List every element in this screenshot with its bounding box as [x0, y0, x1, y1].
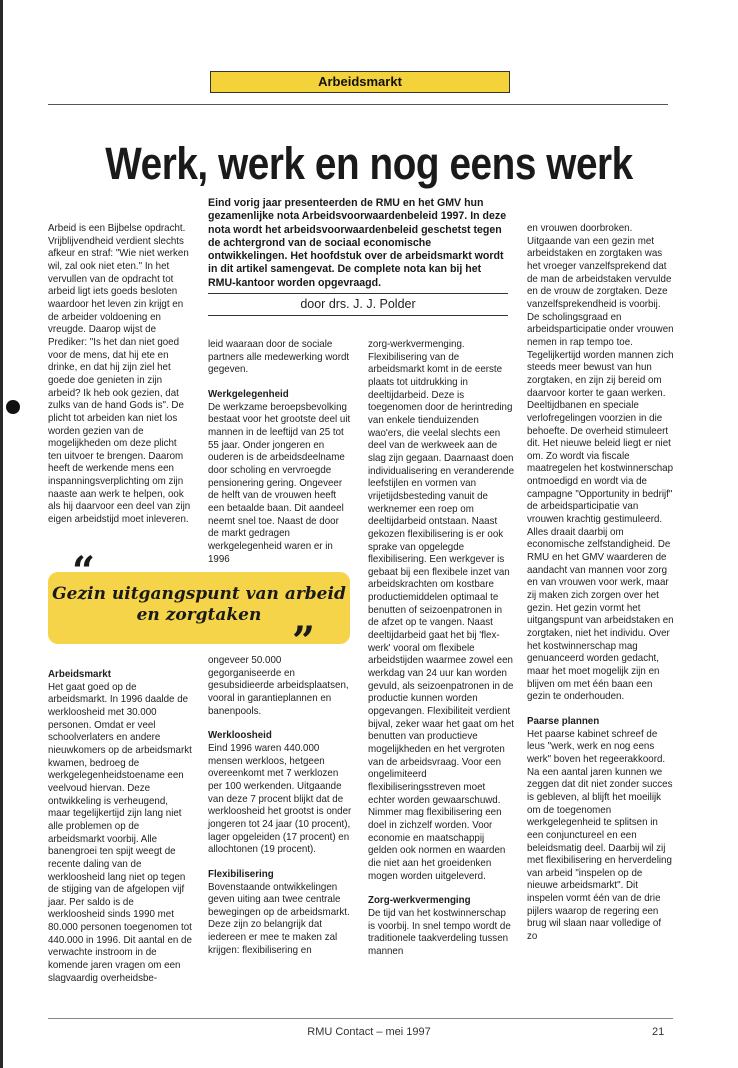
column-3	[368, 338, 515, 958]
page-edge	[0, 0, 3, 1068]
byline: door drs. J. J. Polder	[300, 297, 416, 311]
column-1-top	[48, 222, 192, 526]
paarse-plannen-text: Het paarse kabinet schreef de leus "werk, werk en nog eens werk" boven het regeerakkoord. Na een aantal jaren kunnen we zeggen dat dit niet zonder succes is gebleven, al blijft het moeilijk om de toegenomen werkgelegenheid te splitsen in een conjunctureel en een beleidsmatig deel. Daarbij wil zij met flexibilisering en herverdeling van arbeid "inspelen op de nieuwe arbeidsmarkt". Dit inspelen vormt één van de drie pijlers waarop de regering een brug wil slaan naar volledige of zo	[527, 727, 673, 943]
arbeidsmarkt-text: Het gaat goed op de arbeidsmarkt. In 1996 daalde de werkloosheid met 30.000 personen. Omdat er veel schoolverlaters en andere nieuwkomers op de arbeidsmarkt kwamen, bedroeg de werkgelegenheidstoename een veelvoud hiervan. Deze ontwikkeling is verheugend, maar tegelijkertijd zijn lang niet alle problemen op de arbeidsmarkt voorbij. Alle banengroei ten spijt weegt de recente daling van de werkloosheid lang niet op tegen de stijging van de afgelopen vijf jaar. Per saldo is de werkloosheid sinds 1990 met 80.000 personen toegenomen tot 440.000 in 1996. Dit aantal en de verwachte instroom in de komende jaren vragen om een slagvaardig overheidsbe-	[48, 680, 192, 984]
column-1-bottom	[48, 668, 192, 984]
column-4	[527, 222, 674, 943]
bullet-dot	[6, 400, 20, 414]
pull-quote-line-2: en zorgtaken	[136, 605, 262, 625]
byline-rule	[208, 315, 508, 316]
footer-publication: RMU Contact – mei 1997	[307, 1026, 431, 1038]
flexibilisering-text: Bovenstaande ontwikkelingen geven uiting aan twee centrale bewegingen op de arbeidsmarkt. Deze zijn zo belangrijk dat iedereen er mee te maken zal krijgen: flexibilisering en	[208, 880, 350, 956]
column-2-bottom	[208, 654, 352, 956]
close-quote-mark: ”	[292, 618, 316, 665]
page-number: 21	[652, 1026, 665, 1038]
subheading-arbeidsmarkt: Arbeidsmarkt	[48, 668, 111, 680]
subheading-flexibilisering: Flexibilisering	[208, 867, 274, 880]
subheading-paarse-plannen: Paarse plannen	[527, 714, 600, 727]
headline: Werk, werk en nog eens werk	[105, 138, 633, 189]
column-2-top	[208, 338, 352, 565]
zorg-werkvermenging-text: De tijd van het kostwinnerschap is voorbij. In snel tempo wordt de traditionele taakverdeling tussen mannen	[368, 906, 511, 957]
subheading-zorg-werkvermenging: Zorg-werkvermenging	[368, 894, 471, 907]
column-2-bottom-text: ongeveer 50.000 gegorganiseerde en gesubsidieerde arbeidsplaatsen, vooral in garantieplannen en banenpools.	[208, 654, 349, 717]
intro-rule	[208, 293, 508, 294]
werkloosheid-text: Eind 1996 waren 440.000 mensen werkloos, hetgeen overeenkomt met 7 werklozen per 100 werkenden. Uitgaande van deze 7 procent blijkt dat de werkloosheid het grootst is onder jongeren tot 24 jaar (10 procent), lager opgeleiden (17 procent) en allochtonen (19 procent).	[208, 741, 352, 856]
footer-rule	[48, 1018, 673, 1019]
werkgelegenheid-text: De werkzame beroepsbevolking bestaat voor het grootste deel uit mannen in de leeftijd van 25 tot 55 jaar. Onder jongeren en ouderen is de arbeidsdeelname door scholing en vervroegde pensionering gering. Ongeveer de helft van de vrouwen heeft een betaalde baan. Dit aandeel neemt snel toe. Naast de door de markt gedragen werkgelegenheid waren er in 1996	[208, 400, 351, 565]
column-3-text: zorg-werkvermenging. Flexibilisering van de arbeidsmarkt komt in de eerste plaats tot uitdrukking in deeltijdarbeid. Deze is toegenomen door de herintreding van enkele tienduizenden wao'ers, die veelal slechts een deel van de werkweek aan de slag zijn gegaan. Daarnaast doen individualisering en veranderende leefstijlen en vormen van vrijetijdsbesteding vanuit de werknemer een roep om deeltijdarbeid ontstaan. Naast gekozen flexibilisering is er ook sprake van opgelegde flexibilisering. Een werkgever is gebaat bij een flexibele inzet van arbeidskrachten om kostbare productiemiddelen optimaal te benutten of seizoenpatronen in de afzet op te vangen. Naast deeltijdarbeid gaat het bij 'flex-werk' vooral om flexibele arbeidstijden waarmee zowel een werkdag van 24 uur kan worden gevuld, als seizoenpatronen in de productie kunnen worden opgevangen. Flexibiliteit verdient bijval, zeker waar het gaat om het benutten van productieve mogelijkheden en het vergroten van de arbeidsvraag. Voor een ongelimiteerd flexibiliseringsstreven moet echter worden gewaarschuwd. Nimmer mag flexibilisering een doel in zichzelf worden. Voor economie en maatschappij gelden ook normen en waarden die niet aan het groeidenken mogen worden uitgeleverd.	[368, 338, 515, 882]
column-4-text: en vrouwen doorbroken. Uitgaande van een gezin met arbeidstaken en zorgtaken was het vroeger vanzelfsprekend dat de man de arbeidstaken vervulde en de vrouw de zorgtaken. Deze vanzelfsprekendheid is voorbij. De scholingsgraad en arbeidsparticipatie onder vrouwen nemen in rap tempo toe. Tegelijkertijd worden mannen zich steeds meer bewust van hun zorgtaken, en zijn zij bereid om daarvoor korter te gaan werken. Deeltijdbanen en speciale verlofregelingen voorzien in die behoefte. De overheid stimuleert dit. Het nieuwe beleid liegt er niet om. Zo wordt via fiscale maatregelen het kostwinnerschap ontmoedigd en wordt via de campagne "Opportunity in bedrijf" de arbeidsparticipatie van vrouwen krachtig gestimuleerd. Alles draait daarbij om economische zelfstandigheid. De RMU en het GMV waarderen de aandacht van mannen voor zorg en van vrouwen voor werk, maar zij maken zich zorgen over het gezin. Het gezin vormt het uitgangspunt van arbeidstaken en zorgtaken, niet het individu. Over het kostwinnerschap mag genuanceerd worden gedacht, maar het moet mogelijk zijn en blijven om met één baan een gezin te onderhouden.	[527, 222, 674, 703]
pull-quote-line-1: Gezin uitgangspunt van arbeid	[52, 584, 346, 604]
section-label: Arbeidsmarkt	[210, 71, 510, 93]
intro-text: Eind vorig jaar presenteerden de RMU en het GMV hun gezamenlijke nota Arbeidsvoorwaardenbeleid 1997. In deze nota wordt het arbeidsvoorwaardenbeleid geschetst tegen de achtergrond van de sociaal economische ontwikkelingen. Het hoofdstuk over de arbeidsmarkt wordt in dit artikel samengevat. De complete nota kan bij het RMU-kantoor worden opgevraagd.	[208, 197, 507, 289]
column-1-top-text: Arbeid is een Bijbelse opdracht. Vrijblijvendheid verdient slechts afkeur en straf: "Wie niet werken wil, zal ook niet eten." In het vervullen van de opdracht tot arbeid ligt iets goeds besloten waardoor het leven zin krijgt en de arbeider voldoening en vreugde. Daarop wijst de Prediker: "Is het dan niet goed voor de mens, dat hij ete en drinke, en dat hij zijn ziel het goede doe genieten in zijn arbeid? Ik heb ook gezien, dat zulks van de hand Gods is". De plicht tot arbeiden kan niet los worden gezien van de mogelijkheden om deze plicht ten uitvoer te brengen. Daarom heeft de werkende mens een inspanningsverplichting om zijn naaste aan werk te helpen, ook als hij daarvoor een deel van zijn eigen arbeidstijd moet inleveren.	[48, 222, 191, 526]
top-rule	[48, 104, 668, 105]
open-quote-mark: “	[72, 548, 96, 595]
subheading-werkloosheid: Werkloosheid	[208, 729, 272, 742]
subheading-werkgelegenheid: Werkgelegenheid	[208, 387, 289, 400]
column-2-top-text: leid waaraan door de sociale partners alle medewerking wordt gegeven.	[208, 338, 350, 376]
